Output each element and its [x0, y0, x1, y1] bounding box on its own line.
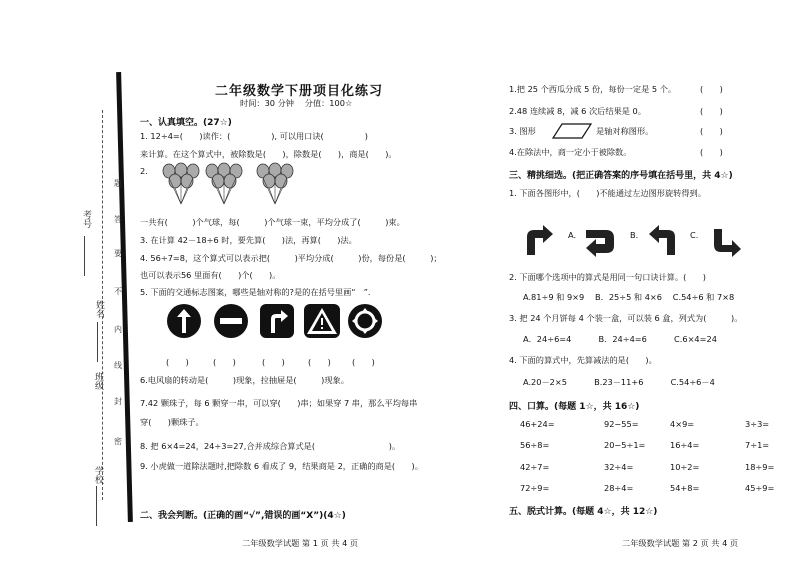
choice-1: 1. 下面各图形中，( )不能通过左边图形旋转得到。: [509, 188, 706, 198]
choice-2-options: A.81÷9 和 9×9 B．25÷5 和 4×6 C.54÷6 和 7×8: [523, 292, 735, 302]
question-2-text: 一共有( )个气球，每( )个气球一束，平均分成了( )束。: [140, 217, 405, 227]
id-label: 考号: [81, 210, 91, 228]
choice-4-options: A.20－2×5 B.23－11+6 C.54÷6－4: [523, 377, 715, 387]
seal-char: 线: [114, 361, 122, 370]
question-7-line-1: 7.42 颗珠子，每 6 颗穿一串，可以穿( )串；如果穿 7 串，那么平均每串: [140, 398, 418, 408]
question-9: 9. 小虎做一道除法题时,把除数 6 看成了 9，结果商是 2，正确的商是( )。: [140, 461, 423, 471]
oral-item: 32÷4=: [604, 462, 634, 472]
page-1-footer: 二年级数学试题 第 1 页 共 4 页: [242, 538, 359, 548]
class-label: 班级: [93, 372, 103, 390]
section-1-heading: 一、认真填空。(27☆): [140, 118, 232, 128]
section-5-heading: 五、脱式计算。(每题 4☆，共 12☆): [509, 507, 658, 517]
no-entry-sign-icon: [213, 303, 249, 339]
page-title: 二年级数学下册项目化练习: [215, 84, 384, 99]
judge-3-bracket: ( ): [700, 126, 723, 136]
option-b-arrow-icon: [646, 225, 680, 257]
sign-bracket-1: ( ): [166, 357, 189, 367]
warning-triangle-sign-icon: [303, 303, 341, 339]
choice-2: 2. 下面哪个选项中的算式是用同一句口诀计算。( ): [509, 272, 706, 282]
seal-char: 密: [114, 437, 122, 446]
oral-item: 10÷2=: [670, 462, 700, 472]
oral-item: 4×9=: [670, 419, 695, 429]
school-label: 学校: [93, 466, 103, 484]
section-2-heading: 二、我会判断。(正确的画“√”,错误的画“X”)(4☆): [140, 511, 346, 521]
seal-char: 要: [114, 249, 122, 258]
sign-bracket-3: ( ): [262, 357, 285, 367]
straight-arrow-sign-icon: [166, 303, 202, 339]
question-1-line-1: 1. 12÷4=( )读作：( ), 可以用口诀( ): [140, 131, 368, 141]
question-7-line-2: 穿( )颗珠子。: [140, 417, 204, 427]
balloon-bunch-2: [203, 162, 245, 206]
oral-item: 16÷4=: [670, 440, 700, 450]
oral-item: 45÷9=: [745, 483, 775, 493]
judge-3-prefix: 3. 图形: [509, 126, 536, 136]
oral-item: 56÷8=: [520, 440, 550, 450]
sign-bracket-5: ( ): [352, 357, 375, 367]
exam-meta: 时间：30 分钟 分值：100☆: [240, 98, 353, 108]
name-label: 姓名: [94, 300, 104, 318]
page-2-footer: 二年级数学试题 第 2 页 共 4 页: [622, 538, 739, 548]
choice-3: 3. 把 24 个月饼每 4 个装一盒，可以装 6 盒，列式为( )。: [509, 313, 743, 323]
choice-4: 4. 下面的算式中，先算减法的是( )。: [509, 355, 657, 365]
question-5: 5. 下面的交通标志图案，哪些是轴对称的?是的在括号里画“ ”.: [140, 287, 371, 297]
question-8: 8. 把 6×4=24，24÷3=27,合并成综合算式是( )。: [140, 441, 401, 451]
seal-char: 答: [114, 215, 122, 224]
question-6: 6.电风扇的转动是( )现象，拉抽屉是( )现象。: [140, 375, 349, 385]
sign-bracket-2: ( ): [213, 357, 236, 367]
seal-char: 题: [114, 179, 122, 188]
judge-3-suffix: 是轴对称图形。: [596, 126, 654, 136]
oral-item: 28÷4=: [604, 483, 634, 493]
question-3: 3. 在计算 42－18÷6 时，要先算( )法，再算( )法。: [140, 235, 357, 245]
school-underline: [96, 486, 98, 526]
id-underline: [84, 236, 86, 276]
oral-item: 92−55=: [604, 419, 639, 429]
rotation-source-arrow-icon: [522, 225, 556, 257]
oral-item: 20−5÷1=: [604, 440, 646, 450]
option-a-label: A.: [568, 230, 577, 240]
balloon-bunch-3: [254, 162, 296, 206]
question-2-number: 2.: [140, 166, 148, 176]
binding-line: [116, 72, 133, 522]
judge-2: 2.48 连续减 8，减 6 次后结果是 0。: [509, 106, 646, 116]
oral-item: 54+8=: [670, 483, 700, 493]
question-4-line-1: 4. 56÷7=8，这个算式可以表示把( )平均分成( )份，每份是( )；: [140, 253, 442, 263]
judge-1: 1.把 25 个西瓜分成 5 份，每份一定是 5 个。: [509, 84, 677, 94]
option-c-label: C.: [690, 230, 699, 240]
seal-char: 不: [114, 287, 122, 296]
judge-4-bracket: ( ): [700, 147, 723, 157]
oral-item: 72÷9=: [520, 483, 550, 493]
seal-char: 内: [114, 325, 122, 334]
oral-item: 7÷1=: [745, 440, 770, 450]
right-turn-sign-icon: [259, 303, 295, 339]
section-4-heading: 四、口算。(每题 1☆，共 16☆): [509, 402, 640, 412]
sign-bracket-4: ( ): [308, 357, 331, 367]
choice-3-options: A．24÷6=4 B．24÷4=6 C.6×4=24: [523, 334, 717, 344]
oral-item: 3÷3=: [745, 419, 770, 429]
oral-item: 46+24=: [520, 419, 555, 429]
option-c-arrow-icon: [708, 225, 742, 257]
oral-item: 42÷7=: [520, 462, 550, 472]
oral-item: 18÷9=: [745, 462, 775, 472]
roundabout-sign-icon: [347, 303, 383, 339]
question-1-line-2: 来计算。在这个算式中，被除数是( )，除数是( )，商是( )。: [140, 149, 397, 159]
balloon-bunch-1: [160, 162, 202, 206]
name-underline: [97, 322, 99, 362]
parallelogram-icon: [552, 123, 592, 139]
judge-1-bracket: ( ): [700, 84, 723, 94]
judge-4: 4.在除法中，商一定小于被除数。: [509, 147, 632, 157]
seal-char: 封: [114, 397, 122, 406]
judge-2-bracket: ( ): [700, 106, 723, 116]
question-4-line-2: 也可以表示56 里面有( )个( )。: [140, 270, 281, 280]
option-b-label: B.: [630, 230, 639, 240]
section-3-heading: 三、精挑细选。(把正确答案的序号填在括号里，共 4☆): [509, 171, 733, 181]
option-a-arrow-icon: [584, 225, 618, 257]
